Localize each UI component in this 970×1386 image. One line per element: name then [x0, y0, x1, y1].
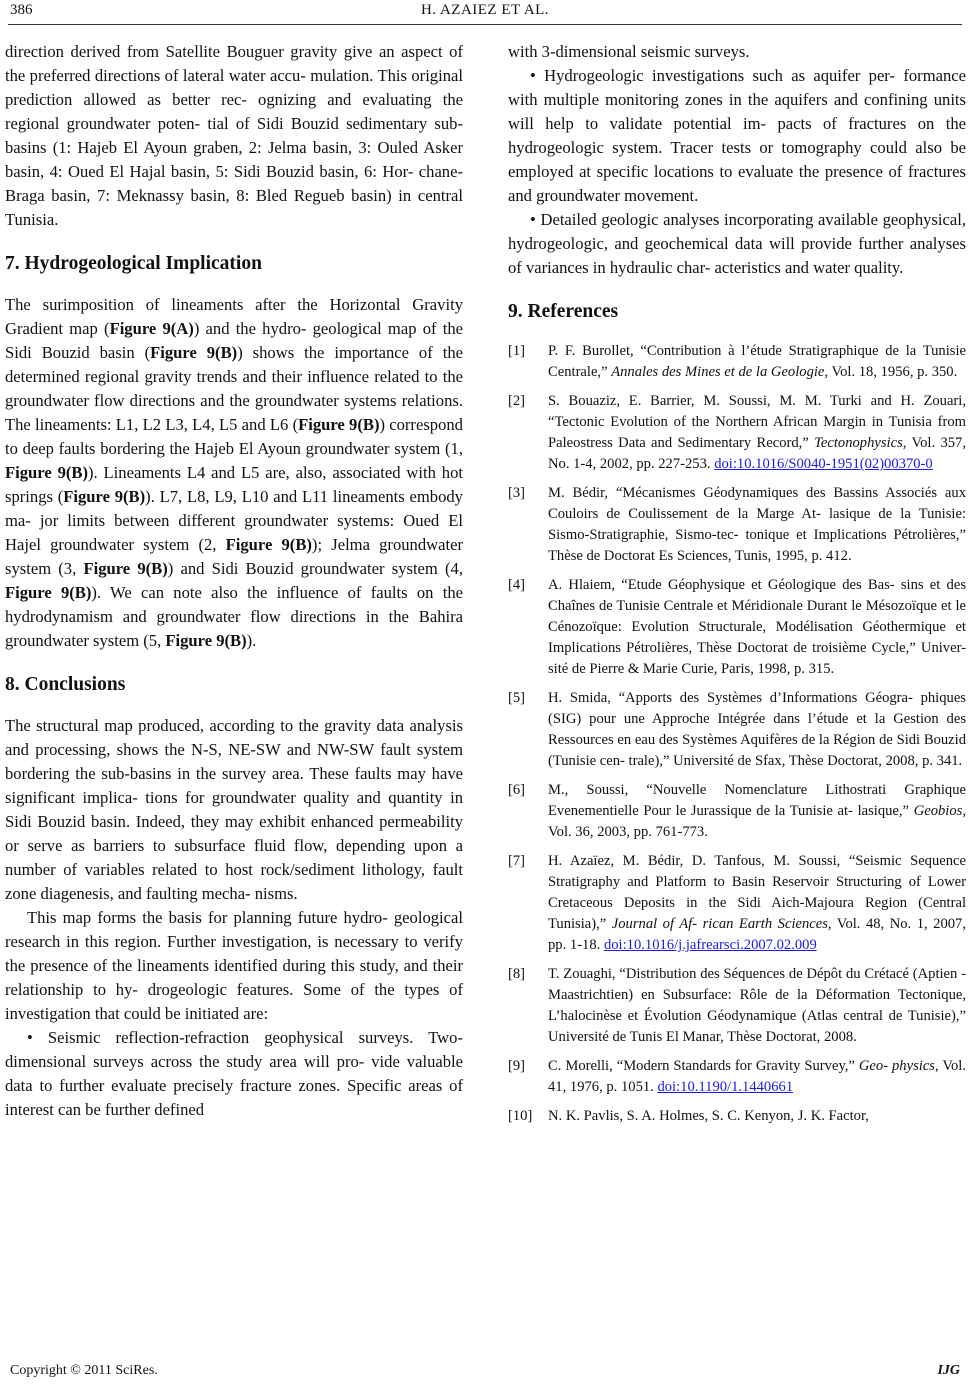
figure-ref[interactable]: Figure 9(B)	[165, 631, 247, 650]
reference-item: [10] N. K. Pavlis, S. A. Holmes, S. C. Kenyon, J. K. Factor,	[508, 1108, 869, 1124]
reference-item: [5] H. Smida, “Apports des Systèmes d’Informations Géogra- phiques (SIG) pour une Approche Intégrée dans l’étude et la Gestion des Ressources en eau des Systèmes Aquifères de la Région de Sidi Bouzid (Tunisie cen- trale),” Université de Sfax, Thèse Doctorat, 2008, p. 341.	[508, 690, 966, 769]
figure-ref[interactable]: Figure 9(B)	[5, 583, 92, 602]
section-8-paragraph-1: The structural map produced, according to the gravity data analysis and processing, shows the N-S, NE-SW and NW-SW fault system bordering the sub-basins in the survey area. These faults may have significant implica- tions for groundwater quality and quantity in Sidi Bouzid basin. Indeed, they may exhibit enhanced permeability or serve as barriers to subsurface fluid flow, depending upon a number of variables related to host rock/sediment lithology, fault zone diagenesis, and faulting mecha- nisms.	[5, 716, 463, 903]
reference-item: [6] M., Soussi, “Nouvelle Nomenclature Lithostrati Graphique Evenementielle Pour le Jurassique de la Tunisie at- lasique,” Geobios, Vol. 36, 2003, pp. 761-773.	[508, 782, 966, 840]
section-7-title: 7. Hydrogeological Implication	[5, 253, 262, 274]
header-rule	[8, 24, 962, 25]
reference-item: [1] P. F. Burollet, “Contribution à l’étude Stratigraphique de la Tunisie Centrale,” Annales des Mines et de la Geologie, Vol. 18, 1956, p. 350.	[508, 343, 966, 380]
section-9-title: 9. References	[508, 301, 619, 322]
bullet-hydrogeologic-investigations: • Hydrogeologic investigations such as aquifer per- formance with multiple monitoring zones in the aquifers and confining units will help to validate potential im- pacts of fractures on the hydrogeologic system. Tracer tests or tomography could also be employed at specific locations to evaluate the presence of fractures and groundwater movement.	[508, 66, 966, 205]
page-number: 386	[10, 2, 33, 18]
journal-abbrev: IJG	[937, 1363, 960, 1378]
section-7-paragraph: The surimposition of lineaments after the Horizontal Gravity Gradient map (Figure 9(A)) and the hydro- geological map of the Sidi Bouzid basin (Figure 9(B)) shows the importance of the determined regional gravity trends and their influence related to the groundwater flow directions and the groundwater systems relations. The lineaments: L1, L2 L3, L4, L5 and L6 (Figure 9(B)) correspond to deep faults bordering the Hajeb El Ayoun groundwater system (1, Figure 9(B)). Lineaments L4 and L5 are, also, associated with hot springs (Figure 9(B)). L7, L8, L9, L10 and L11 lineaments embody ma- jor limits between different groundwater systems: Oued El Hajel groundwater system (2, Figure 9(B)); Jelma groundwater system (3, Figure 9(B)) and Sidi Bouzid groundwater system (4, Figure 9(B)). We can note also the influence of faults on the hydrodynamism and groundwater flow directions in the Bahira groundwater system (5, Figure 9(B)).	[5, 295, 463, 650]
doi-link[interactable]: doi:10.1016/S0040-1951(02)00370-0	[714, 456, 933, 472]
figure-ref[interactable]: Figure 9(B)	[225, 535, 312, 554]
figure-ref[interactable]: Figure 9(B)	[83, 559, 168, 578]
doi-link[interactable]: doi:10.1016/j.jafrearsci.2007.02.009	[603, 937, 817, 953]
reference-item: [7] H. Azaïez, M. Bédir, D. Tanfous, M. Soussi, “Seismic Sequence Stratigraphy and Platform to Basin Reservoir Structuring of Lower Cretaceous Deposits in the Sidi Aich-Majoura Region (Central Tunisia),” Journal of Af- rican Earth Sciences, Vol. 48, No. 1, 2007, pp. 1-18. doi:10.1016/j.jafrearsci.2007.02.009	[508, 853, 966, 953]
continued-text: with 3-dimensional seismic surveys.	[508, 42, 750, 61]
copyright-notice: Copyright © 2011 SciRes.	[10, 1363, 158, 1378]
reference-item: [8] T. Zouaghi, “Distribution des Séquences de Dépôt du Crétacé (Aptien - Maastrichtien) en Subsurface: Rôle de la Déformation Tectonique, L’halocinèse et Évolution Géodynamique (Atlas central de Tunisie),” Université de Tunis El Manar, Thèse Doctorat, 2008.	[508, 966, 966, 1045]
intro-paragraph: direction derived from Satellite Bouguer gravity give an aspect of the preferred directions of lateral water accu- mulation. This original prediction allowed as better rec- ognizing and evaluating the regional groundwater poten- tial of Sidi Bouzid sedimentary sub- basins (1: Hajeb El Ayoun graben, 2: Jelma basin, 3: Ouled Asker basin, 4: Oued El Hajal basin, 5: Sidi Bouzid basin, 6: Hor- chane-Braga basin, 7: Meknassy basin, 8: Bled Regueb basin) in central Tunisia.	[5, 42, 463, 229]
figure-ref[interactable]: Figure 9(B)	[5, 463, 88, 482]
left-column	[5, 40, 463, 1122]
right-column	[508, 40, 966, 1135]
reference-item: [9] C. Morelli, “Modern Standards for Gravity Survey,” Geo- physics, Vol. 41, 1976, p. 1051. doi:10.1190/1.1440661	[508, 1058, 966, 1095]
figure-ref[interactable]: Figure 9(A)	[109, 319, 194, 338]
reference-list	[508, 341, 966, 1127]
doi-link[interactable]: doi:10.1190/1.1440661	[657, 1079, 794, 1095]
bullet-seismic-surveys: • Seismic reflection-refraction geophysical surveys. Two-dimensional surveys across the study area will pro- vide valuable data to further evaluate precisely fracture zones. Specific areas of interest can be further defined	[5, 1028, 463, 1119]
page-header	[0, 0, 970, 24]
running-authors: H. AZAIEZ ET AL.	[420, 2, 550, 18]
section-8-paragraph-2: This map forms the basis for planning future hydro- geological research in this region. Further investigation, is necessary to verify the presence of the lineaments identified during this study, and their relationship to hy- drogeologic features. Some of the types of investigation that could be initiated are:	[5, 908, 463, 1023]
section-8-title: 8. Conclusions	[5, 674, 126, 695]
reference-item: [4] A. Hlaiem, “Etude Géophysique et Géologique des Bas- sins et des Chaînes de Tunisie Centrale et Méridionale Durant le Mésozoïque et le Cénozoïque: Evolution Structurale, Modélisation Géothermique et Implications Pétrolières, Thèse Doctorat de troisième Cycle,” Univer- sité de Pierre & Marie Curie, Paris, 1998, p. 315.	[508, 577, 966, 677]
reference-item: [2] S. Bouaziz, E. Barrier, M. Soussi, M. M. Turki and H. Zouari, “Tectonic Evolution of the Northern African Margin in Tunisia from Paleostress Data and Sedimentary Record,” Tectonophysics, Vol. 357, No. 1-4, 2002, pp. 227-253. doi:10.1016/S0040-1951(02)00370-0	[508, 393, 966, 472]
bullet-geologic-analyses: • Detailed geologic analyses incorporating available geophysical, hydrogeologic, and geochemical data will provide further analyses of variances in hydraulic char- acteristics and water quality.	[508, 210, 966, 277]
figure-ref[interactable]: Figure 9(B)	[63, 487, 146, 506]
reference-item: [3] M. Bédir, “Mécanismes Géodynamiques des Bassins Associés aux Couloirs de Coulissement de la Marge At- lasique de la Tunisie: Sismo-Stratigraphie, Sismo-tec- tonique et Implications Pétrolières,” Thèse de Doctorat Es Sciences, Tunis, 1995, p. 412.	[508, 485, 966, 564]
figure-ref[interactable]: Figure 9(B)	[298, 415, 380, 434]
figure-ref[interactable]: Figure 9(B)	[150, 343, 238, 362]
